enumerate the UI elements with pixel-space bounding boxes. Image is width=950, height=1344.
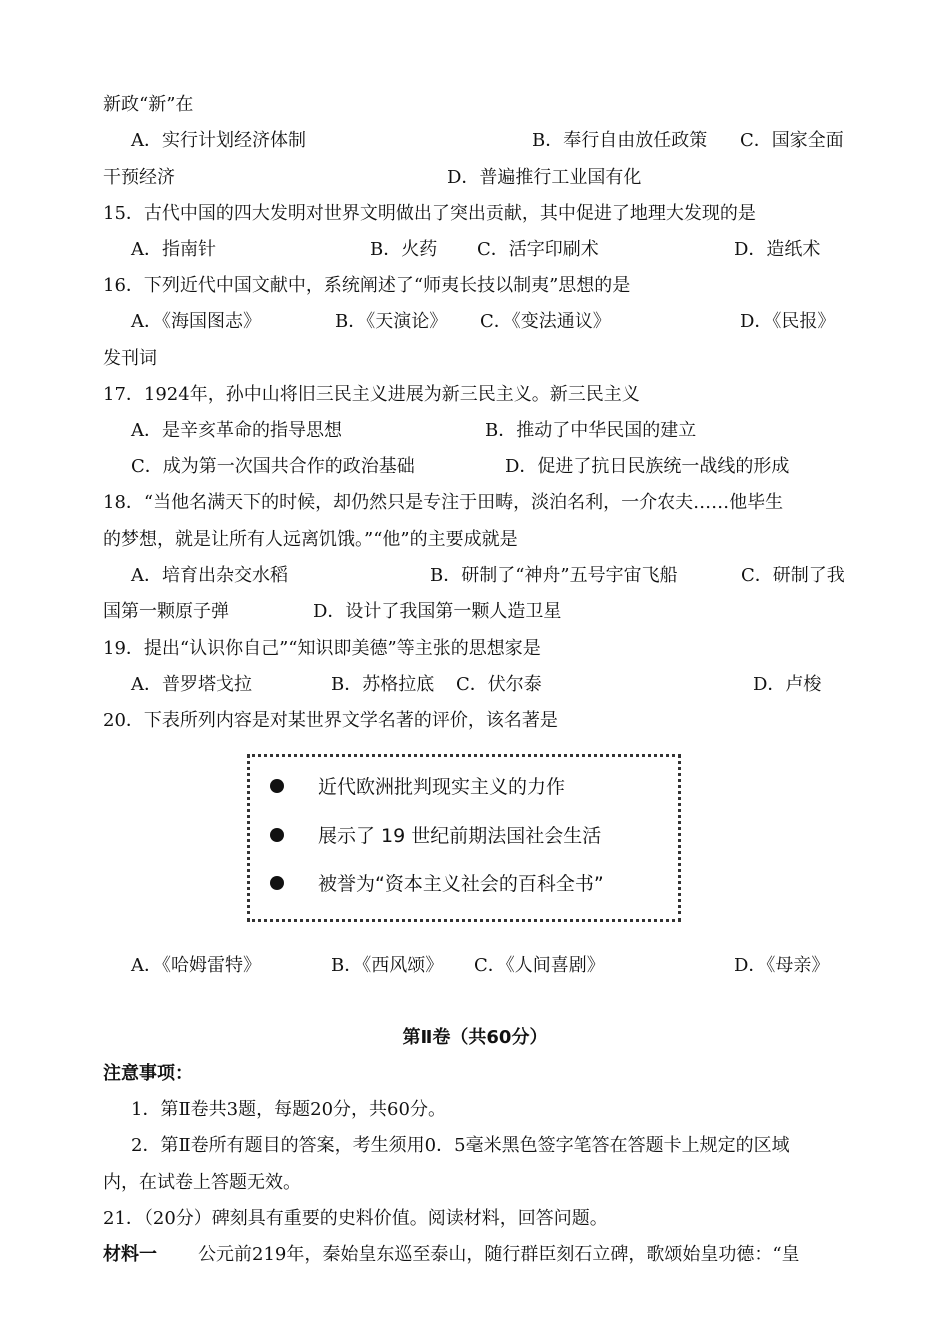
bullet-icon — [270, 779, 284, 793]
option-a: A．是辛亥革命的指导思想 — [131, 420, 342, 441]
notice-item: 2．第Ⅱ卷所有题目的答案，考生须用0．5毫米黑色签字笔答在答题卡上规定的区域 — [131, 1135, 790, 1156]
material-text: 公元前219年，秦始皇东巡至泰山，随行群臣刻石立碑，歌颂始皇功德：“皇 — [198, 1244, 800, 1265]
evaluation-item — [270, 822, 601, 850]
option-d: D．造纸术 — [734, 239, 821, 260]
option-c: C．成为第一次国共合作的政治基础 — [131, 456, 415, 477]
question-18: 18．“当他名满天下的时候，却仍然只是专注于田畴，淡泊名利，一介农夫……他毕生 — [103, 492, 784, 513]
option-d: D．《民报》 — [740, 311, 836, 332]
option-c: C．国家全面 — [740, 130, 844, 151]
bullet-icon — [270, 876, 284, 890]
evaluation-box — [247, 754, 681, 922]
option-a: A．培育出杂交水稻 — [131, 565, 288, 586]
option-c: C．伏尔泰 — [456, 674, 542, 695]
question-15: 15．古代中国的四大发明对世界文明做出了突出贡献，其中促进了地理大发现的是 — [103, 203, 756, 224]
option-b: B．研制了“神舟”五号宇宙飞船 — [430, 565, 678, 586]
evaluation-text: 被誉为“资本主义社会的百科全书” — [318, 873, 604, 895]
notice-item-continuation: 内，在试卷上答题无效。 — [103, 1172, 301, 1193]
option-d: D．促进了抗日民族统一战线的形成 — [505, 456, 790, 477]
option-b: B．《西风颂》 — [331, 955, 444, 976]
question-21: 21．（20分）碑刻具有重要的史料价值。阅读材料，回答问题。 — [103, 1208, 608, 1229]
option-d: D．卢梭 — [753, 674, 822, 695]
section-title: 第Ⅱ卷（共60分） — [402, 1027, 548, 1048]
question-19: 19．提出“认识你自己”“知识即美德”等主张的思想家是 — [103, 638, 541, 659]
option-b: B．奉行自由放任政策 — [532, 130, 708, 151]
material-label: 材料一 — [103, 1244, 157, 1265]
question-17: 17．1924年，孙中山将旧三民主义进展为新三民主义。新三民主义 — [103, 384, 640, 405]
question-20: 20．下表所列内容是对某世界文学名著的评价，该名著是 — [103, 710, 558, 731]
option-b: B．推动了中华民国的建立 — [485, 420, 697, 441]
question-continuation: 新政“新”在 — [103, 94, 194, 115]
option-a: A．普罗塔戈拉 — [131, 674, 252, 695]
option-c: C．研制了我 — [741, 565, 845, 586]
notice-heading: 注意事项： — [103, 1063, 193, 1084]
question-16: 16．下列近代中国文献中，系统阐述了“师夷长技以制夷”思想的是 — [103, 275, 631, 296]
evaluation-text: 展示了 19 世纪前期法国社会生活 — [318, 825, 602, 847]
option-a: A．实行计划经济体制 — [131, 130, 306, 151]
option-d: D．普遍推行工业国有化 — [447, 167, 642, 188]
evaluation-item — [270, 870, 604, 898]
notice-item: 1．第Ⅱ卷共3题，每题20分，共60分。 — [131, 1099, 446, 1120]
option-b: B．苏格拉底 — [331, 674, 435, 695]
option-c: C．《变法通议》 — [480, 311, 611, 332]
bullet-icon — [270, 828, 284, 842]
option-c: C．《人间喜剧》 — [474, 955, 605, 976]
option-c-continuation: 国第一颗原子弹 — [103, 601, 229, 622]
option-a: A．《海国图志》 — [131, 311, 261, 332]
option-a: A．《哈姆雷特》 — [131, 955, 261, 976]
question-18-continuation: 的梦想，就是让所有人远离饥饿。”“他”的主要成就是 — [103, 529, 518, 550]
option-d: D．《母亲》 — [734, 955, 830, 976]
option-c: C．活字印刷术 — [477, 239, 599, 260]
option-c-continuation: 干预经济 — [103, 167, 175, 188]
option-b: B．火药 — [370, 239, 438, 260]
option-d-continuation: 发刊词 — [103, 348, 157, 369]
evaluation-text: 近代欧洲批判现实主义的力作 — [318, 776, 566, 798]
option-b: B．《天演论》 — [335, 311, 448, 332]
option-d: D．设计了我国第一颗人造卫星 — [313, 601, 562, 622]
evaluation-item — [270, 773, 565, 801]
option-a: A．指南针 — [131, 239, 216, 260]
